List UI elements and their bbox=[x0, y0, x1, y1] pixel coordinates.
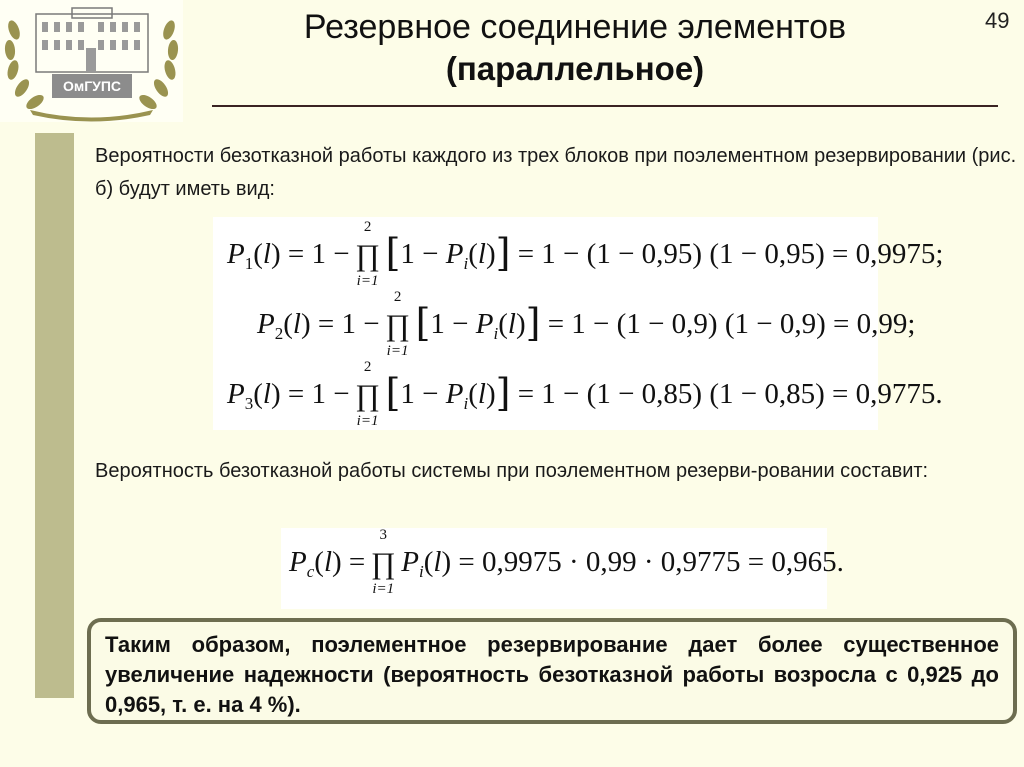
intro-paragraph: Вероятности безотказной работы каждого из трех блоков при поэлементном резервировании (рис. б) будут иметь вид: bbox=[95, 145, 1017, 200]
slide-title bbox=[190, 6, 960, 90]
formula-tail: = 1 − (1 − 0,95) (1 − 0,95) = 0,9975; bbox=[517, 238, 944, 270]
formula-index: c bbox=[306, 562, 315, 581]
formula-row-system: $P_c(l)$ = 3 ∏ i=1 $P_i(l) = 0,9975 \cdot 0,99 \cdot 0,9775 = 0,965$. bbox=[289, 527, 844, 598]
slide-number: 49 bbox=[985, 8, 1010, 33]
formula-row-3: $P_3(l) = 1$ − 2 ∏ i=1 $[1 - P_i(l)] = 1 - (1 - 0,85) (1 - 0,85) = 0,9775$. bbox=[227, 359, 943, 430]
product-symbol: 2 ∏ i=1 bbox=[355, 219, 380, 290]
slide-title-line2: (параллельное) bbox=[445, 50, 705, 87]
system-formula bbox=[281, 527, 844, 609]
product-symbol: 2 ∏ i=1 bbox=[385, 289, 410, 360]
slide-title-line1: Резервное соединение элементов bbox=[303, 8, 847, 46]
formula-index: 3 bbox=[244, 394, 254, 413]
conclusion-text: Таким образом, поэлементное резервирование дает более существенное увеличение надежности (вероятность безотказной работы возросла с 0,925 до 0,965, т. е. на 4 %). bbox=[105, 632, 999, 717]
logo-graphic bbox=[0, 0, 183, 122]
formula-tail: = 1 − (1 − 0,85) (1 − 0,85) = 0,9775. bbox=[517, 378, 943, 410]
formula-tail: = 1 − (1 − 0,9) (1 − 0,9) = 0,99; bbox=[547, 308, 916, 340]
logo-text: ОмГУПС bbox=[62, 78, 122, 94]
side-accent-bar bbox=[35, 133, 74, 698]
system-paragraph: Вероятность безотказной работы системы при поэлементном резерви-ровании составит: bbox=[95, 460, 929, 482]
formula-index: 1 bbox=[244, 254, 254, 273]
title-divider bbox=[212, 105, 998, 107]
formula-tail: = 0,9975 · 0,99 · 0,9775 = 0,965. bbox=[458, 546, 844, 578]
product-symbol: 3 ∏ i=1 bbox=[370, 527, 396, 598]
formula-index: 2 bbox=[274, 324, 284, 343]
formula-row-2: $P_2(l) = 1$ − 2 ∏ i=1 $[1 - P_i(l)] = 1 - (1 - 0,9) (1 - 0,9) = 0,99$; bbox=[257, 289, 916, 360]
omgups-logo bbox=[0, 0, 183, 122]
product-symbol: 2 ∏ i=1 bbox=[355, 359, 380, 430]
conclusion-box bbox=[87, 618, 1017, 724]
formula-row-1: $P_1(l) = 1$ − 2 ∏ i=1 $[1 - P_i(l)] = 1 - (1 - 0,95) (1 - 0,95) = 0,9975$; bbox=[227, 219, 944, 290]
block-formulas bbox=[213, 217, 944, 430]
